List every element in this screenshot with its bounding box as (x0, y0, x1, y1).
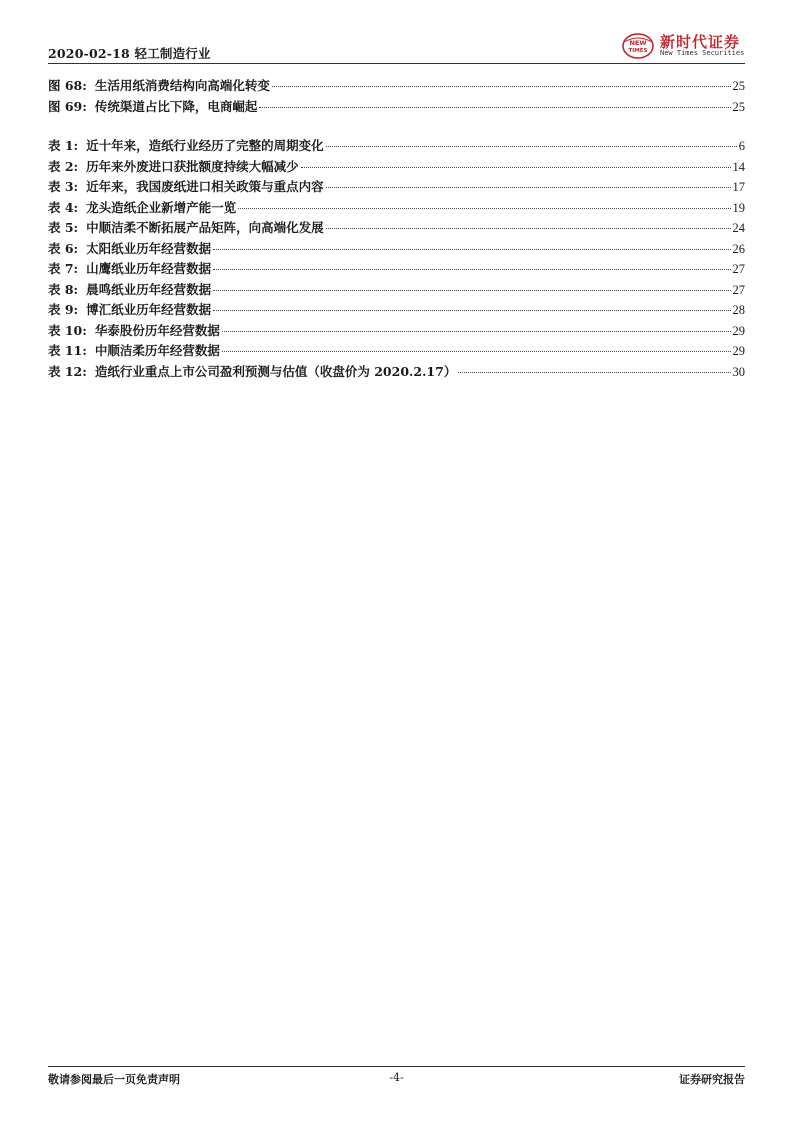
toc-entry-page: 17 (732, 180, 745, 194)
toc-leader-dots (259, 107, 730, 108)
toc-leader-dots (213, 269, 730, 270)
toc-entry-page: 28 (732, 303, 745, 317)
toc-leader-dots (458, 372, 730, 373)
toc-entry-table-8[interactable] (48, 280, 745, 301)
toc-leader-dots (326, 146, 737, 147)
toc-entry-table-12[interactable] (48, 362, 745, 383)
toc-entry-title: 太阳纸业历年经营数据 (86, 240, 212, 256)
toc-entry-table-1[interactable] (48, 136, 745, 157)
toc-leader-dots (213, 290, 730, 291)
toc-entry-table-9[interactable] (48, 300, 745, 321)
toc-leader-dots (326, 228, 731, 229)
toc-entry-title: 生活用纸消费结构向高端化转变 (94, 78, 270, 93)
toc-entry-table-11[interactable] (48, 341, 745, 362)
toc-leader-dots (222, 351, 731, 352)
toc-section-gap (48, 117, 745, 136)
toc-entry-title: 历年来外废进口获批额度持续大幅减少 (86, 158, 299, 174)
toc-entry-table-2[interactable] (48, 157, 745, 178)
footer-report-type: 证券研究报告 (679, 1073, 745, 1086)
toc-leader-dots (326, 187, 731, 188)
logo-mark-line2: TIMES (628, 48, 648, 54)
toc-entry-page: 27 (732, 282, 745, 297)
toc-entry-label: 表 3: (48, 179, 79, 194)
toc-entry-title: 中顺洁柔不断拓展产品矩阵，向高端化发展 (86, 220, 324, 235)
toc-leader-dots (213, 310, 730, 311)
toc-leader-dots (213, 249, 730, 250)
page-footer (48, 1066, 745, 1088)
toc-entry-title: 近年来，我国废纸进口相关政策与重点内容 (86, 179, 324, 194)
toc-entry-page: 29 (732, 344, 745, 358)
toc-entry-label: 表 12: (48, 363, 87, 379)
toc-entry-table-6[interactable] (48, 239, 745, 260)
page-header (48, 30, 745, 64)
header-divider (48, 63, 745, 64)
toc-entry-page: 6 (738, 139, 745, 153)
toc-entry-label: 表 4: (48, 199, 79, 215)
toc-entry-title: 传统渠道占比下降，电商崛起 (94, 98, 258, 114)
toc-entry-figure-69[interactable] (48, 97, 745, 118)
toc-entry-page: 25 (732, 99, 745, 114)
toc-entry-label: 表 7: (48, 261, 79, 276)
toc-leader-dots (272, 86, 731, 87)
company-logo (620, 30, 745, 60)
toc-entry-table-5[interactable] (48, 218, 745, 239)
toc-entry-table-10[interactable] (48, 321, 745, 342)
footer-disclaimer: 敬请参阅最后一页免责声明 (48, 1073, 180, 1086)
toc-entry-figure-68[interactable] (48, 76, 745, 97)
toc-entry-label: 表 6: (48, 240, 79, 256)
footer-divider (48, 1066, 745, 1067)
toc-entry-page: 29 (732, 323, 745, 338)
new-times-logo-icon (620, 32, 656, 60)
toc-entry-table-7[interactable] (48, 259, 745, 280)
toc-entry-label: 表 9: (48, 302, 79, 317)
header-date-industry: 2020-02-18 轻工制造行业 (48, 46, 211, 61)
logo-name-cn: 新时代证券 (660, 33, 741, 51)
toc-entry-page: 14 (732, 159, 745, 174)
logo-name-en: New Times Securities (660, 49, 745, 57)
toc-entry-table-4[interactable] (48, 198, 745, 219)
toc-entry-label: 表 5: (48, 220, 79, 235)
toc-entry-page: 19 (732, 200, 745, 215)
toc-entry-page: 26 (732, 241, 745, 256)
toc-entry-label: 图 69: (48, 98, 87, 114)
toc-entry-page: 24 (732, 221, 745, 235)
toc-entry-label: 图 68: (48, 78, 87, 93)
toc-entry-label: 表 2: (48, 158, 79, 174)
toc-entry-title: 博汇纸业历年经营数据 (86, 302, 212, 317)
toc-entry-title: 造纸行业重点上市公司盈利预测与估值（收盘价为 2020.2.17） (94, 363, 457, 379)
toc-entry-page: 30 (732, 364, 745, 379)
toc-entry-label: 表 11: (48, 343, 87, 358)
toc-entry-label: 表 8: (48, 281, 79, 297)
toc-leader-dots (301, 167, 731, 168)
toc-entry-table-3[interactable] (48, 177, 745, 198)
logo-mark-line1: NEW (629, 39, 647, 47)
toc-entry-title: 晨鸣纸业历年经营数据 (86, 281, 212, 297)
toc-entry-label: 表 10: (48, 322, 87, 338)
toc-entry-title: 龙头造纸企业新增产能一览 (86, 199, 237, 215)
toc-entry-label: 表 1: (48, 138, 79, 153)
table-of-contents (48, 76, 745, 382)
toc-entry-title: 中顺洁柔历年经营数据 (94, 343, 220, 358)
toc-entry-title: 华泰股份历年经营数据 (94, 322, 220, 338)
toc-leader-dots (238, 208, 730, 209)
toc-entry-title: 山鹰纸业历年经营数据 (86, 261, 212, 276)
toc-entry-title: 近十年来，造纸行业经历了完整的周期变化 (86, 138, 324, 153)
toc-leader-dots (222, 331, 731, 332)
toc-entry-page: 25 (732, 79, 745, 93)
footer-page-number: -4- (389, 1071, 404, 1084)
toc-entry-page: 27 (732, 262, 745, 276)
